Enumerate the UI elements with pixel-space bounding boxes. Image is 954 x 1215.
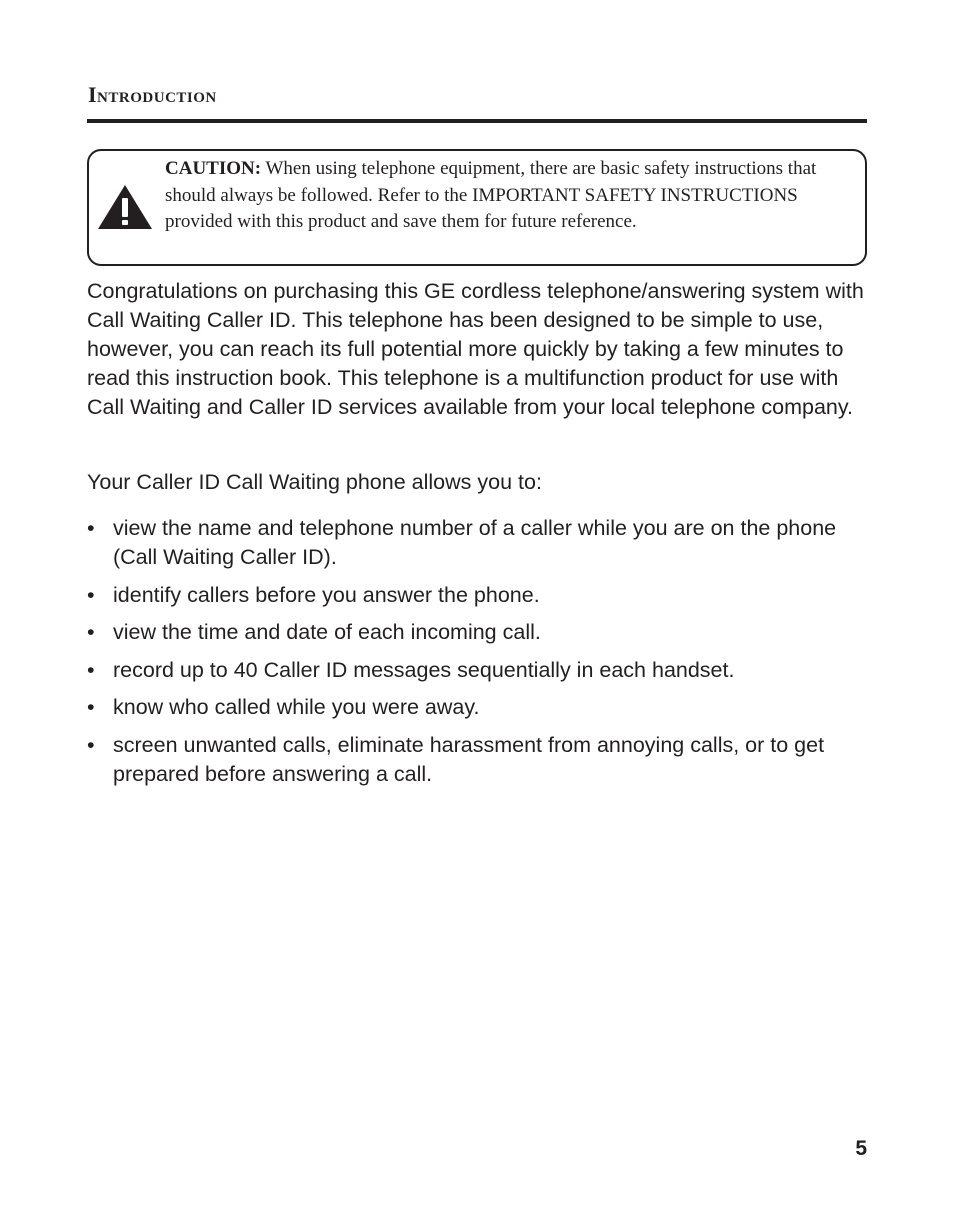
- list-item: [87, 514, 877, 572]
- caution-text: [165, 156, 855, 236]
- page-title: Introduction: [88, 82, 217, 107]
- list-item: [87, 656, 877, 685]
- list-item-text: view the time and date of each incoming call.: [113, 620, 541, 644]
- list-item: [87, 618, 877, 647]
- bullet: •: [87, 695, 95, 719]
- caution-box: [87, 149, 867, 266]
- bullet: •: [87, 620, 95, 644]
- caution-body: When using telephone equipment, there are basic safety instructions that should always be followed. Refer to the IMPORTANT SAFETY INSTRUCTIONS provided with this product and save them for future reference.: [165, 158, 817, 232]
- bullet: •: [87, 732, 95, 757]
- bullet: •: [87, 582, 95, 607]
- list-item: [87, 693, 877, 722]
- list-item-text: screen unwanted calls, eliminate harassment from annoying calls, or to get prepared before answering a call.: [113, 732, 825, 786]
- caution-label: CAUTION:: [165, 158, 262, 179]
- list-item: [87, 581, 877, 610]
- title-rule: [87, 119, 867, 123]
- list-item-text: view the name and telephone number of a caller while you are on the phone (Call Waiting Caller ID).: [113, 516, 837, 569]
- features-lead: Your Caller ID Call Waiting phone allows you to:: [87, 470, 542, 494]
- feature-list: [87, 514, 877, 797]
- bullet: •: [87, 516, 95, 540]
- page-number: 5: [855, 1137, 867, 1160]
- warning-triangle-icon: [97, 183, 153, 231]
- intro-paragraph: Congratulations on purchasing this GE cordless telephone/answering system with Call Waiting Caller ID. This telephone has been designed to be simple to use, however, you can reach its full potential more quickly by taking a few minutes to read this instruction book. This telephone is a multifunction product for use with Call Waiting and Caller ID services available from your local telephone company.: [87, 279, 864, 419]
- list-item-text: know who called while you were away.: [113, 695, 480, 719]
- list-item: [87, 731, 877, 789]
- list-item-text: record up to 40 Caller ID messages sequentially in each handset.: [113, 657, 735, 682]
- list-item-text: identify callers before you answer the phone.: [113, 582, 540, 607]
- bullet: •: [87, 657, 95, 682]
